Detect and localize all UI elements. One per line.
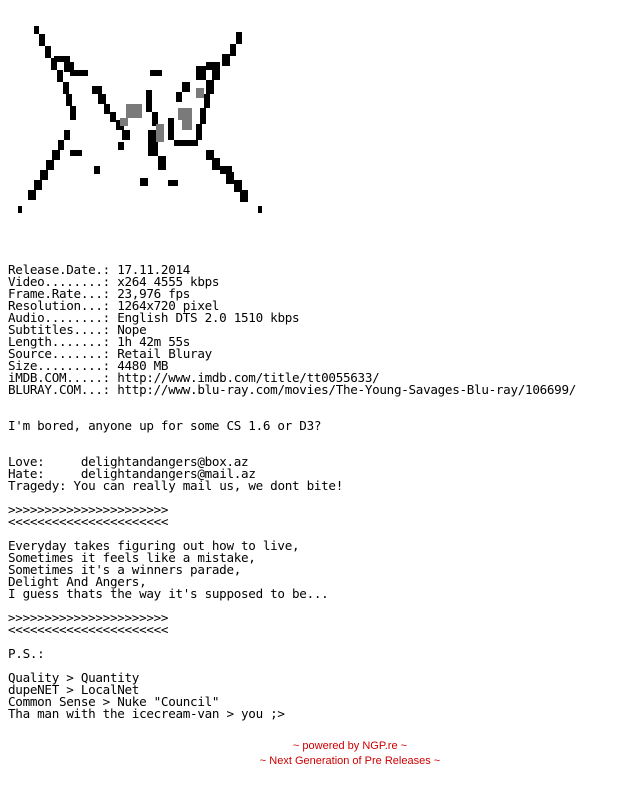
bored-message bbox=[8, 420, 321, 432]
contact-row bbox=[8, 480, 343, 492]
info-row-value: 1h 42m 55s bbox=[117, 334, 191, 349]
ps-line: Quality > Quantity bbox=[8, 670, 140, 685]
divider-right: >>>>>>>>>>>>>>>>>>>>>> bbox=[8, 610, 169, 625]
divider-right: >>>>>>>>>>>>>>>>>>>>>> bbox=[8, 502, 169, 517]
divider-1 bbox=[8, 504, 168, 528]
bored-text: I'm bored, anyone up for some CS 1.6 or D3? bbox=[8, 418, 322, 433]
info-row-label: iMDB.COM.....: bbox=[8, 370, 118, 385]
info-row bbox=[8, 384, 576, 396]
info-row-value: English DTS 2.0 1510 kbps bbox=[117, 310, 300, 325]
contact-row-label: Love: bbox=[8, 454, 81, 469]
info-row-value: 23,976 fps bbox=[117, 286, 191, 301]
contacts-section bbox=[8, 456, 343, 492]
poem-line: Sometimes it's a winners parade, bbox=[8, 562, 242, 577]
ps-heading: P.S.: bbox=[8, 646, 45, 661]
poem-section bbox=[8, 540, 328, 600]
info-row-label: Release.Date.: bbox=[8, 262, 118, 277]
footer-tagline: ~ Next Generation of Pre Releases ~ bbox=[259, 755, 441, 767]
info-row-label: Length.......: bbox=[8, 334, 118, 349]
divider-2 bbox=[8, 612, 168, 636]
contact-row-label: Hate: bbox=[8, 466, 81, 481]
info-row-value: 1264x720 pixel bbox=[117, 298, 220, 313]
info-row-value: http://www.blu-ray.com/movies/The-Young-Savages-Blu-ray/106699/ bbox=[117, 382, 577, 397]
divider-left: <<<<<<<<<<<<<<<<<<<<<< bbox=[8, 514, 169, 529]
group-logo-ascii-art bbox=[0, 0, 280, 220]
contact-row-value: delightandangers@mail.az bbox=[80, 466, 256, 481]
info-row-label: Size.........: bbox=[8, 358, 118, 373]
ps-line: Common Sense > Nuke "Council" bbox=[8, 694, 220, 709]
poem-line: I guess thats the way it's supposed to be... bbox=[8, 586, 329, 601]
ps-section bbox=[8, 672, 285, 720]
footer-powered-by: ~ powered by NGP.re ~ bbox=[292, 740, 408, 752]
info-row-value: 4480 MB bbox=[117, 358, 169, 373]
contact-row-label: Tragedy: bbox=[8, 478, 74, 493]
ps-line: Tha man with the icecream-van > you ;> bbox=[8, 706, 285, 721]
info-row-value: Nope bbox=[117, 322, 147, 337]
info-row-value: http://www.imdb.com/title/tt0055633/ bbox=[117, 370, 380, 385]
ps-heading-block bbox=[8, 648, 44, 660]
info-row-value: Retail Bluray bbox=[117, 346, 212, 361]
contact-row-value: delightandangers@box.az bbox=[80, 454, 249, 469]
info-row-value: 17.11.2014 bbox=[117, 262, 191, 277]
poem-line: Everyday takes figuring out how to live, bbox=[8, 538, 300, 553]
ps-line: dupeNET > LocalNet bbox=[8, 682, 140, 697]
info-row-label: Audio........: bbox=[8, 310, 118, 325]
info-row-label: Source.......: bbox=[8, 346, 118, 361]
info-row-label: Video........: bbox=[8, 274, 118, 289]
info-row-label: BLURAY.COM...: bbox=[8, 382, 118, 397]
release-info-section bbox=[8, 264, 576, 396]
poem-line: Sometimes it feels like a mistake, bbox=[8, 550, 256, 565]
divider-left: <<<<<<<<<<<<<<<<<<<<<< bbox=[8, 622, 169, 637]
info-row-label: Subtitles....: bbox=[8, 322, 118, 337]
info-row-label: Frame.Rate...: bbox=[8, 286, 118, 301]
info-row-value: x264 4555 kbps bbox=[117, 274, 220, 289]
contact-row-value: You can really mail us, we dont bite! bbox=[73, 478, 343, 493]
poem-line: Delight And Angers, bbox=[8, 574, 147, 589]
info-row-label: Resolution...: bbox=[8, 298, 118, 313]
